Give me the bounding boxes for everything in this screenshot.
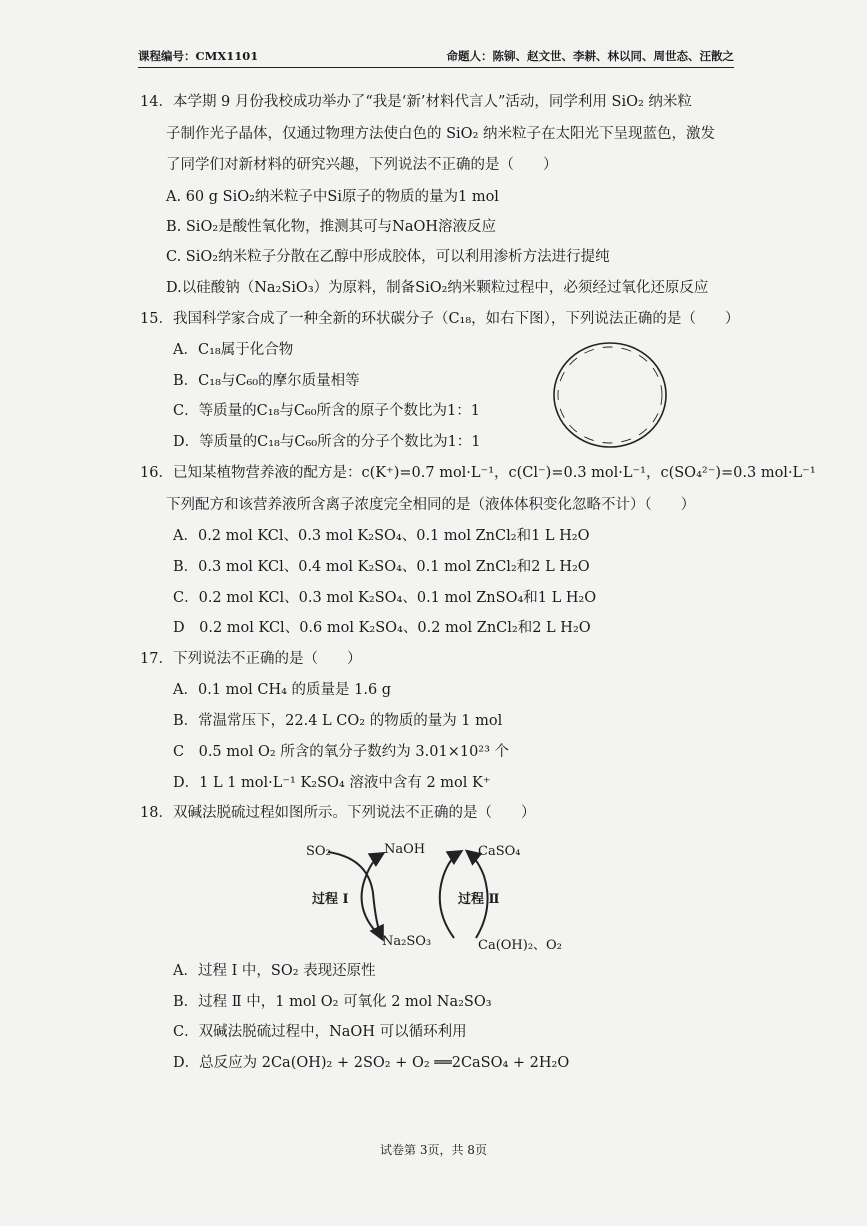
q14-stem-line1: 14．本学期 9 月份我校成功举办了“我是‘新’材料代言人”活动，同学利用 SiO₂ 纳米粒 — [140, 94, 692, 110]
label-caoh2-o2: Ca(OH)₂、O₂ — [478, 938, 562, 953]
q14-option-c: C. SiO₂纳米粒子分散在乙醇中形成胶体，可以利用渗析方法进行提纯 — [166, 249, 610, 265]
q14-option-d: D.以硅酸钠（Na₂SiO₃）为原料，制备SiO₂纳米颗粒过程中，必须经过氧化还原反应 — [166, 280, 709, 296]
double-alkali-diagram — [298, 838, 568, 958]
q18-stem: 18．双碱法脱硫过程如图所示。下列说法不正确的是（ ） — [140, 805, 536, 821]
q14-option-a: A. 60 g SiO₂纳米粒子中Si原子的物质的量为1 mol — [166, 189, 499, 205]
label-process-2: 过程 Ⅱ — [458, 892, 500, 907]
q15-option-c: C．等质量的C₁₈与C₆₀所含的原子个数比为1：1 — [173, 403, 480, 419]
q18-option-b: B．过程 Ⅱ 中，1 mol O₂ 可氧化 2 mol Na₂SO₃ — [173, 994, 492, 1010]
q18-option-c: C．双碱法脱硫过程中，NaOH 可以循环利用 — [173, 1024, 467, 1040]
q17-option-a: A．0.1 mol CH₄ 的质量是 1.6 g — [173, 682, 392, 698]
q16-option-b: B．0.3 mol KCl、0.4 mol K₂SO₄、0.1 mol ZnCl₂和2 L H₂O — [173, 559, 590, 575]
authors: 命题人：陈铆、赵文世、李耕、林以同、周世态、汪散之 — [446, 49, 734, 63]
q17-stem: 17．下列说法不正确的是（ ） — [140, 651, 362, 667]
label-so2: SO₂ — [306, 844, 331, 859]
q14-option-b: B. SiO₂是酸性氧化物，推测其可与NaOH溶液反应 — [166, 219, 497, 235]
c18-ring-molecule — [548, 337, 673, 453]
label-process-1: 过程 Ⅰ — [312, 892, 349, 907]
q14-stem-line3: 了同学们对新材料的研究兴趣，下列说法不正确的是（ ） — [166, 157, 558, 173]
q17-option-b: B．常温常压下，22.4 L CO₂ 的物质的量为 1 mol — [173, 713, 503, 729]
q18-option-a: A．过程 Ⅰ 中，SO₂ 表现还原性 — [173, 963, 376, 979]
q15-option-b: B．C₁₈与C₆₀的摩尔质量相等 — [173, 373, 360, 389]
q17-option-c: C 0.5 mol O₂ 所含的氧分子数约为 3.01×10²³ 个 — [173, 744, 510, 760]
q16-stem-line1: 16．已知某植物营养液的配方是：c(K⁺)=0.7 mol·L⁻¹，c(Cl⁻)=0.3 mol·L⁻¹，c(SO₄²⁻)=0.3 mol·L⁻¹ — [140, 465, 816, 481]
q16-stem-line2: 下列配方和该营养液所含离子浓度完全相同的是（液体体积变化忽略不计）（ ） — [166, 497, 696, 513]
label-naoh: NaOH — [384, 842, 426, 857]
q16-option-a: A．0.2 mol KCl、0.3 mol K₂SO₄、0.1 mol ZnCl₂和1 L H₂O — [173, 528, 590, 544]
header-divider — [138, 67, 734, 68]
q15-option-d: D．等质量的C₁₈与C₆₀所含的分子个数比为1：1 — [173, 434, 481, 450]
label-caso4: CaSO₄ — [478, 844, 521, 859]
page-header — [138, 48, 734, 68]
q15-stem: 15．我国科学家合成了一种全新的环状碳分子（C₁₈，如右下图），下列说法正确的是（ ） — [140, 311, 740, 327]
q17-option-d: D．1 L 1 mol·L⁻¹ K₂SO₄ 溶液中含有 2 mol K⁺ — [173, 775, 491, 791]
q18-option-d: D．总反应为 2Ca(OH)₂ + 2SO₂ + O₂ ══2CaSO₄ + 2H₂O — [173, 1055, 570, 1071]
course-code: 课程编号：CMX1101 — [138, 49, 259, 63]
q14-stem-line2: 子制作光子晶体，仅通过物理方法使白色的 SiO₂ 纳米粒子在太阳光下呈现蓝色，激发 — [166, 126, 715, 142]
page-footer: 试卷第 3页，共 8页 — [380, 1143, 487, 1157]
q15-option-a: A．C₁₈属于化合物 — [173, 342, 294, 358]
q16-option-d: D 0.2 mol KCl、0.6 mol K₂SO₄、0.2 mol ZnCl₂和2 L H₂O — [173, 620, 591, 636]
label-na2so3: Na₂SO₃ — [382, 934, 432, 949]
q16-option-c: C．0.2 mol KCl、0.3 mol K₂SO₄、0.1 mol ZnSO₄和1 L H₂O — [173, 590, 597, 606]
